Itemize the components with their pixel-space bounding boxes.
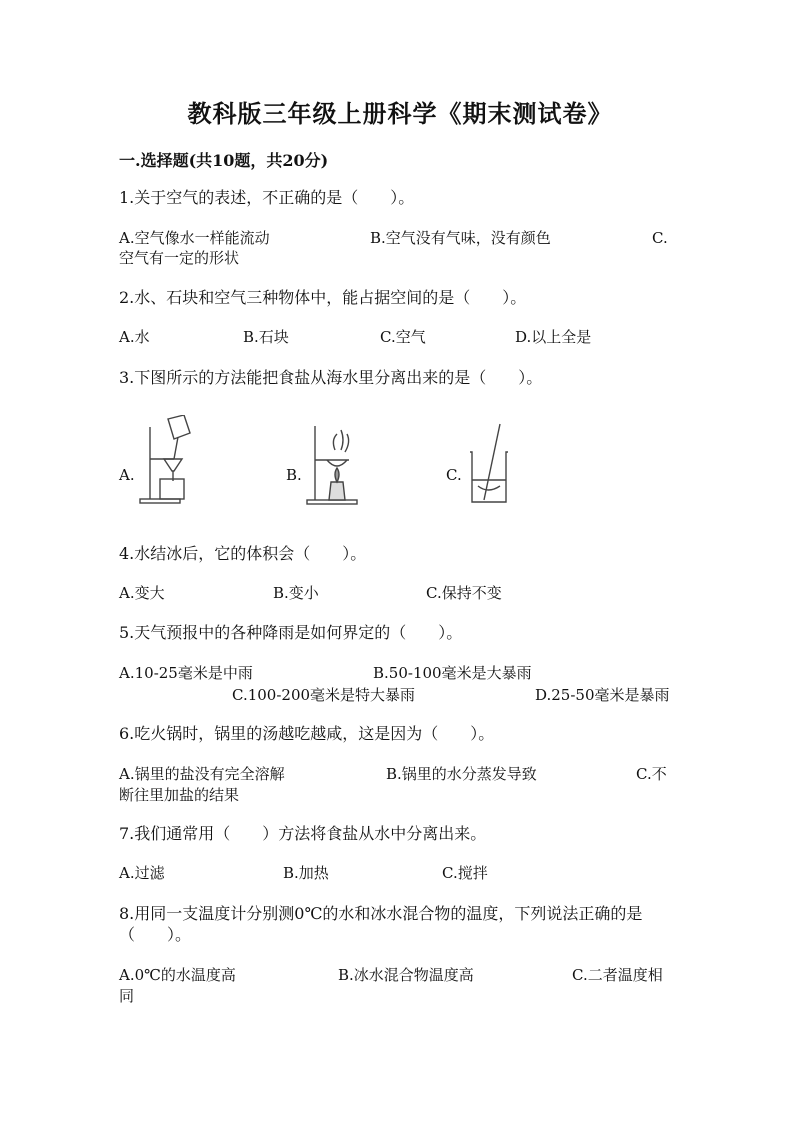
section-heading: 一.选择题(共10题，共20分) [119, 151, 329, 170]
q3-option-b[interactable]: B. [286, 466, 302, 484]
q3-option-c[interactable]: C. [446, 466, 462, 484]
filtration-apparatus-figure [138, 415, 208, 505]
q2-option-b[interactable]: B.石块 [243, 328, 289, 346]
q1-option-b[interactable]: B.空气没有气味，没有颜色 [370, 229, 551, 247]
q5-option-a[interactable]: A.10-25毫米是中雨 [119, 664, 253, 682]
question-1: 1.关于空气的表述，不正确的是（ ）。 [119, 188, 415, 207]
q2-option-c[interactable]: C.空气 [380, 328, 426, 346]
q2-option-a[interactable]: A.水 [119, 328, 150, 346]
q8-option-a[interactable]: A.0℃的水温度高 [119, 966, 236, 984]
question-2: 2.水、石块和空气三种物体中，能占据空间的是（ ）。 [119, 288, 527, 307]
question-3: 3.下图所示的方法能把食盐从海水里分离出来的是（ ）。 [119, 368, 543, 387]
stirring-beaker-figure [466, 422, 516, 504]
q7-option-c[interactable]: C.搅拌 [442, 864, 488, 882]
q7-option-a[interactable]: A.过滤 [119, 864, 165, 882]
q2-option-d[interactable]: D.以上全是 [515, 328, 592, 346]
q6-option-c[interactable]: C.不 [636, 765, 667, 783]
q5-option-b[interactable]: B.50-100毫米是大暴雨 [373, 664, 532, 682]
q1-option-c-continued[interactable]: 空气有一定的形状 [119, 249, 240, 267]
q3-option-a[interactable]: A. [119, 466, 135, 484]
evaporation-apparatus-figure [305, 420, 365, 505]
q8-option-b[interactable]: B.冰水混合物温度高 [338, 966, 474, 984]
q5-option-c[interactable]: C.100-200毫米是特大暴雨 [232, 686, 416, 704]
question-6: 6.吃火锅时，锅里的汤越吃越咸，这是因为（ ）。 [119, 724, 495, 743]
q7-option-b[interactable]: B.加热 [283, 864, 329, 882]
question-8-continued: （ ）。 [119, 925, 192, 944]
question-7: 7.我们通常用（ ）方法将食盐从水中分离出来。 [119, 824, 487, 843]
q6-option-c-continued[interactable]: 断往里加盐的结果 [119, 786, 240, 804]
q8-option-c[interactable]: C.二者温度相 [572, 966, 663, 984]
q6-option-a[interactable]: A.锅里的盐没有完全溶解 [119, 765, 285, 783]
question-5: 5.天气预报中的各种降雨是如何界定的（ ）。 [119, 623, 463, 642]
q4-option-c[interactable]: C.保持不变 [426, 584, 502, 602]
q8-option-c-continued[interactable]: 同 [119, 987, 135, 1005]
q5-option-d[interactable]: D.25-50毫米是暴雨 [535, 686, 670, 704]
q4-option-a[interactable]: A.变大 [119, 584, 165, 602]
page-title: 教科版三年级上册科学《期末测试卷》 [187, 99, 613, 128]
q6-option-b[interactable]: B.锅里的水分蒸发导致 [386, 765, 537, 783]
question-4: 4.水结冰后，它的体积会（ ）。 [119, 544, 367, 563]
question-8: 8.用同一支温度计分别测0℃的水和冰水混合物的温度，下列说法正确的是 [119, 904, 643, 923]
q1-option-a[interactable]: A.空气像水一样能流动 [119, 229, 270, 247]
q1-option-c[interactable]: C. [652, 229, 668, 247]
q4-option-b[interactable]: B.变小 [273, 584, 319, 602]
